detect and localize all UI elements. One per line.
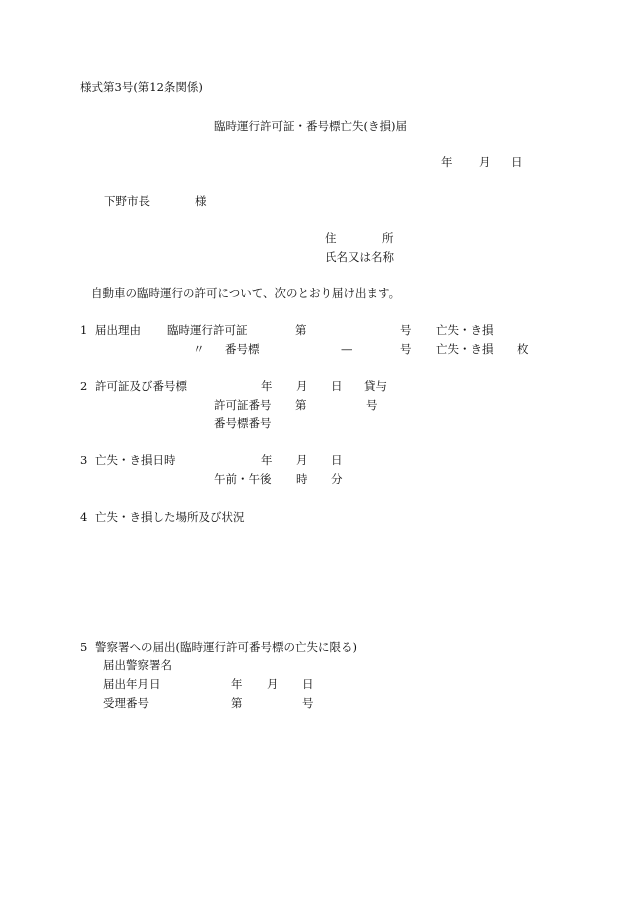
intro-text: 自動車の臨時運行の許可について、次のとおり届け出ます。 bbox=[91, 286, 401, 300]
section4-label: 亡失・き損した場所及び状況 bbox=[95, 510, 245, 524]
section5-station-label: 届出警察署名 bbox=[103, 658, 172, 672]
section3-ampm: 午前・午後 bbox=[214, 472, 272, 486]
section2-permit-dai: 第 bbox=[295, 398, 307, 412]
section1-permit-status: 亡失・き損 bbox=[436, 323, 494, 337]
section2-permit-go: 号 bbox=[366, 398, 378, 412]
date-year-label: 年 bbox=[441, 155, 453, 169]
section1-number: 1 bbox=[80, 323, 88, 337]
section5-day: 日 bbox=[302, 677, 314, 691]
section2-year: 年 bbox=[261, 379, 273, 393]
section3-day: 日 bbox=[331, 453, 343, 467]
section1-ditto-mark: 〃 bbox=[193, 342, 205, 356]
section1-plate-item: 番号標 bbox=[225, 342, 260, 356]
section3-label: 亡失・き損日時 bbox=[95, 453, 176, 467]
date-month-label: 月 bbox=[479, 155, 491, 169]
section2-number: 2 bbox=[80, 379, 88, 393]
section2-label: 許可証及び番号標 bbox=[95, 379, 187, 393]
section1-plate-mai: 枚 bbox=[517, 342, 529, 356]
section1-permit-dai: 第 bbox=[295, 323, 307, 337]
section5-number: 5 bbox=[80, 640, 88, 654]
section1-plate-dash: — bbox=[341, 342, 353, 356]
address-label-1: 住 bbox=[325, 231, 337, 245]
section1-plate-status: 亡失・き損 bbox=[436, 342, 494, 356]
section4-number: 4 bbox=[80, 510, 88, 524]
section5-year: 年 bbox=[231, 677, 243, 691]
section1-permit-go: 号 bbox=[400, 323, 412, 337]
section5-label: 警察署への届出(臨時運行許可番号標の亡失に限る) bbox=[95, 640, 357, 654]
section5-month: 月 bbox=[267, 677, 279, 691]
addressee-honorific: 様 bbox=[195, 194, 207, 208]
section5-receipt-go: 号 bbox=[302, 696, 314, 710]
section1-permit-item: 臨時運行許可証 bbox=[167, 323, 248, 337]
date-day-label: 日 bbox=[511, 155, 523, 169]
section5-receipt-label: 受理番号 bbox=[103, 696, 149, 710]
address-label-2: 所 bbox=[382, 231, 394, 245]
document-title: 臨時運行許可証・番号標亡失(き損)届 bbox=[214, 119, 407, 133]
addressee-name: 下野市長 bbox=[104, 194, 150, 208]
section2-permit-label: 許可証番号 bbox=[214, 398, 272, 412]
section1-label: 届出理由 bbox=[95, 323, 141, 337]
section3-number: 3 bbox=[80, 453, 88, 467]
section2-plate-label: 番号標番号 bbox=[214, 416, 272, 430]
section3-minute: 分 bbox=[331, 472, 343, 486]
section5-receipt-dai: 第 bbox=[231, 696, 243, 710]
section2-lent: 貸与 bbox=[364, 379, 387, 393]
name-label: 氏名又は名称 bbox=[325, 250, 394, 264]
section3-hour: 時 bbox=[296, 472, 308, 486]
section1-plate-go: 号 bbox=[400, 342, 412, 356]
section3-month: 月 bbox=[296, 453, 308, 467]
section2-month: 月 bbox=[296, 379, 308, 393]
section2-day: 日 bbox=[331, 379, 343, 393]
form-number: 様式第3号(第12条関係) bbox=[80, 80, 203, 94]
section3-year: 年 bbox=[261, 453, 273, 467]
section5-date-label: 届出年月日 bbox=[103, 677, 161, 691]
